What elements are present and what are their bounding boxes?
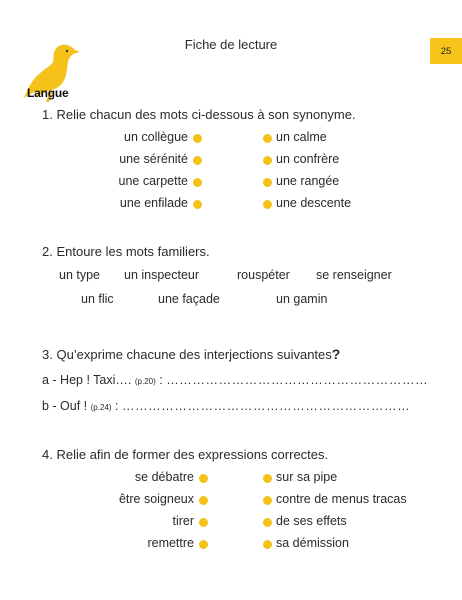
q2-word[interactable]: un type: [59, 268, 101, 282]
q3-b-ref: (p.24): [90, 403, 112, 412]
page-number: 25: [440, 45, 452, 57]
q3-a-text: a - Hep ! Taxi….: [42, 373, 135, 387]
q2-word[interactable]: se renseigner: [316, 268, 392, 282]
question-3-text: 3. Qu’exprime chacune des interjections suivantes: [42, 347, 332, 362]
q4-left-item: être soigneux: [118, 492, 194, 506]
question-3-mark: ?: [331, 346, 341, 362]
page-number-badge: [430, 38, 462, 64]
q3-b-text: b - Ouf !: [42, 399, 91, 413]
q1-left-item: une carpette: [118, 174, 188, 188]
q4-left-dot[interactable]: [199, 518, 208, 527]
q4-left-dot[interactable]: [199, 540, 208, 549]
q1-right-dot[interactable]: [263, 134, 272, 143]
q3-a-ref: (p.20): [134, 377, 156, 386]
q4-right-item: sa démission: [276, 536, 349, 550]
q1-left-item: une sérénité: [119, 152, 188, 166]
q3-answer-a: [42, 373, 428, 387]
q3-a-colon: :: [155, 373, 167, 387]
section-label-langue: Langue: [27, 86, 69, 100]
q4-right-dot[interactable]: [263, 496, 272, 505]
q1-left-dot[interactable]: [193, 178, 202, 187]
q3-b-answer-line[interactable]: …………………………………………………………: [121, 399, 411, 413]
q1-left-item: un collègue: [124, 130, 188, 144]
q4-left-item: remettre: [147, 536, 194, 550]
q4-left-item: se débatre: [134, 470, 194, 484]
q1-right-dot[interactable]: [263, 156, 272, 165]
q2-word[interactable]: un inspecteur: [124, 268, 200, 282]
q4-right-item: contre de menus tracas: [276, 492, 407, 506]
q1-right-item: un confrère: [276, 152, 340, 166]
q1-left-item: une enfilade: [119, 196, 188, 210]
question-1-prompt: 1. Relie chacun des mots ci-dessous à son synonyme.: [42, 107, 356, 122]
q1-right-item: une descente: [276, 196, 352, 210]
q1-right-item: un calme: [276, 130, 327, 144]
q3-a-answer-line[interactable]: ……………………………………………………: [166, 373, 429, 387]
q2-word[interactable]: rouspéter: [237, 268, 290, 282]
question-3-prompt: [42, 346, 340, 362]
q1-right-dot[interactable]: [263, 178, 272, 187]
q2-word[interactable]: un flic: [81, 292, 114, 306]
question-2-prompt: 2. Entoure les mots familiers.: [42, 244, 210, 259]
q4-left-dot[interactable]: [199, 474, 208, 483]
q2-word[interactable]: une façade: [158, 292, 220, 306]
q4-right-item: de ses effets: [276, 514, 347, 528]
q2-word[interactable]: un gamin: [276, 292, 328, 306]
q4-right-dot[interactable]: [263, 540, 272, 549]
q4-right-dot[interactable]: [263, 518, 272, 527]
q4-left-dot[interactable]: [199, 496, 208, 505]
q4-left-item: tirer: [172, 514, 194, 528]
page-title: Fiche de lecture: [184, 37, 278, 52]
q1-right-item: une rangée: [276, 174, 340, 188]
q3-b-colon: :: [111, 399, 122, 413]
q1-left-dot[interactable]: [193, 156, 202, 165]
q4-right-dot[interactable]: [263, 474, 272, 483]
q1-left-dot[interactable]: [193, 134, 202, 143]
q1-left-dot[interactable]: [193, 200, 202, 209]
q4-right-item: sur sa pipe: [276, 470, 338, 484]
question-4-prompt: 4. Relie afin de former des expressions correctes.: [42, 447, 329, 462]
q3-answer-b: [42, 399, 410, 413]
q1-right-dot[interactable]: [263, 200, 272, 209]
